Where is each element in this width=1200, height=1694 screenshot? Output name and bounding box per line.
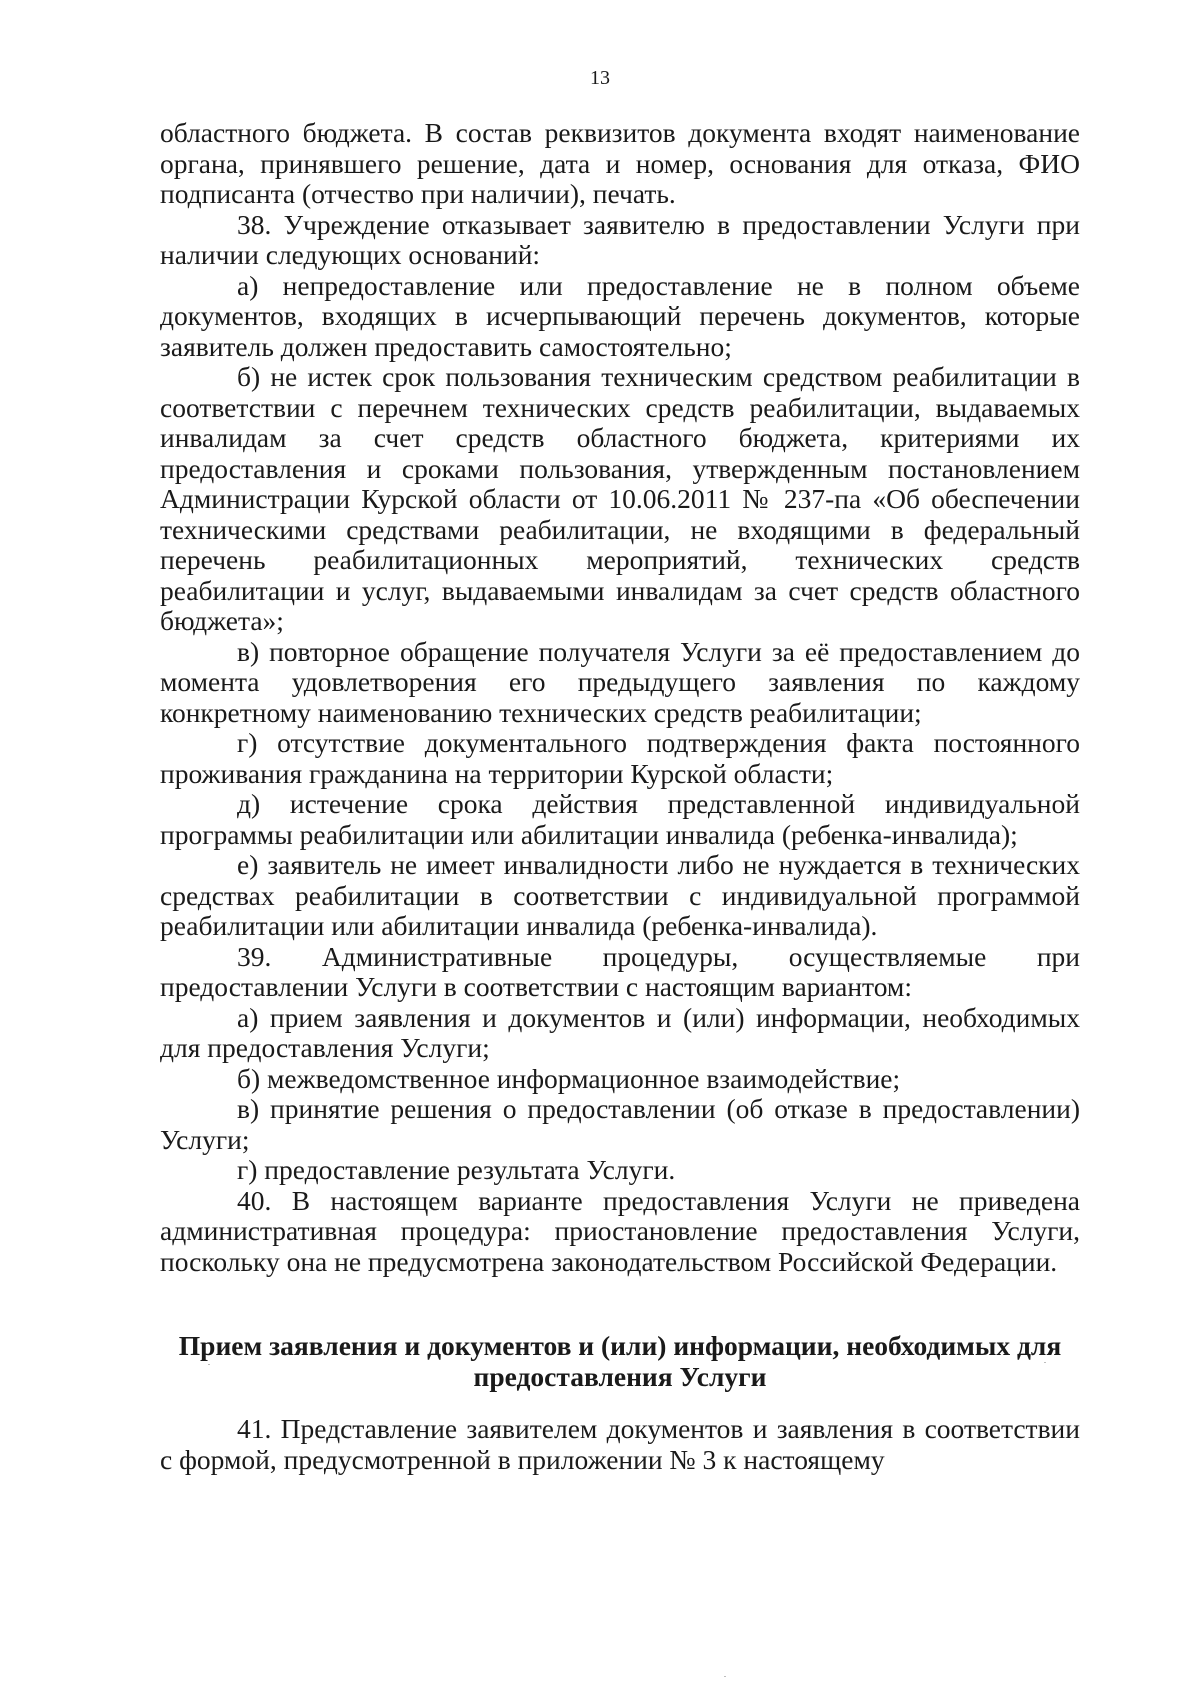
paragraph-38: 38. Учреждение отказывает заявителю в предоставлении Услуги при наличии следующих оснований: — [160, 208, 1080, 270]
paragraph-continuation: областного бюджета. В состав реквизитов документа входят наименование органа, принявшего решение, дата и номер, основания для отказа, ФИО подписанта (отчество при наличии), печать. — [160, 117, 1080, 209]
scan-speck — [208, 1364, 210, 1365]
document-body — [160, 118, 1080, 1475]
scan-speck — [724, 1676, 726, 1677]
paragraph-39-v: в) принятие решения о предоставлении (об отказе в предоставлении) Услуги; — [160, 1093, 1080, 1155]
paragraph-38-v: в) повторное обращение получателя Услуги за её предоставлением до момента удовлетворения его предыдущего заявления по каждому конкретному наименованию технических средств реабилитации; — [160, 635, 1080, 728]
paragraph-39-b: б) межведомственное информационное взаимодействие; — [237, 1062, 901, 1094]
scan-speck — [1044, 1362, 1046, 1363]
paragraph-39: 39. Административные процедуры, осуществляемые при предоставлении Услуги в соответствии с настоящим вариантом: — [160, 940, 1080, 1002]
paragraph-38-g: г) отсутствие документального подтверждения факта постоянного проживания гражданина на территории Курской области; — [160, 727, 1080, 789]
paragraph-38-d: д) истечение срока действия представленной индивидуальной программы реабилитации или абилитации инвалида (ребенка-инвалида); — [160, 788, 1080, 850]
paragraph-39-g: г) предоставление результата Услуги. — [237, 1154, 676, 1185]
paragraph-38-e: е) заявитель не имеет инвалидности либо не нуждается в технических средствах реабилитации в соответствии с индивидуальной программой реабилитации или абилитации инвалида (ребенка-инвалида). — [160, 849, 1080, 941]
paragraph-38-b: б) не истек срок пользования техническим средством реабилитации в соответствии с перечнем технических средств реабилитации, выдаваемых инвалидам за счет средств областного бюджета, критериями их предоставления и сроками пользования, утвержденным постановлением Администрации Курской области от 10.06.2011 № 237-па «Об обеспечении техническими средствами реабилитации, не входящими в федеральный перечень реабилитационных мероприятий, технических средств реабилитации и услуг, выдаваемыми инвалидам за счет средств областного бюджета»; — [160, 361, 1080, 636]
paragraph-39-a: а) прием заявления и документов и (или) информации, необходимых для предоставления Услуги; — [160, 1001, 1080, 1063]
paragraph-40: 40. В настоящем варианте предоставления Услуги не приведена административная процедура: приостановление предоставления Услуги, поскольку она не предусмотрена законодательством Российской Федерации. — [160, 1184, 1080, 1277]
page-number: 13 — [590, 67, 610, 89]
section-heading: Прием заявления и документов и (или) информации, необходимых для предоставления Услуги — [178, 1330, 1062, 1392]
paragraph-38-a: а) непредоставление или предоставление не в полном объеме документов, входящих в исчерпывающий перечень документов, которые заявитель должен предоставить самостоятельно; — [160, 269, 1080, 362]
paragraph-41: 41. Представление заявителем документов и заявления в соответствии с формой, предусмотренной в приложении № 3 к настоящему — [160, 1413, 1080, 1475]
